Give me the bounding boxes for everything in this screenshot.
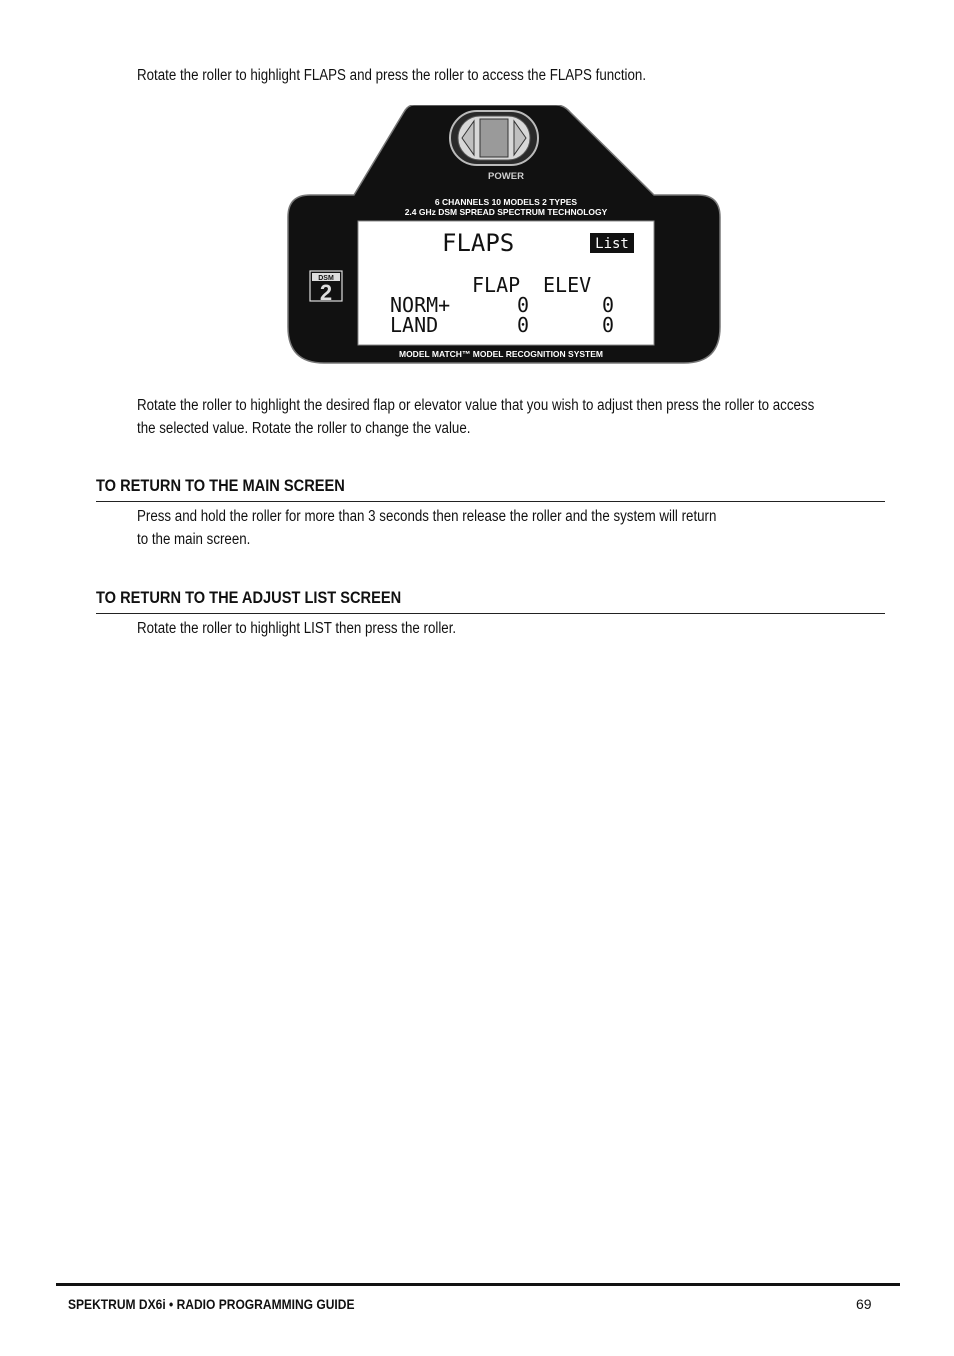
model-match-line: MODEL MATCH™ MODEL RECOGNITION SYSTEM xyxy=(398,349,604,359)
main-screen-line-2: to the main screen. xyxy=(137,531,251,548)
flap-value[interactable]: 0 xyxy=(517,293,530,317)
channels-line: 6 CHANNELS 10 MODELS 2 TYPES xyxy=(434,197,578,207)
tech-line: 2.4 GHz DSM SPREAD SPECTRUM TECHNOLOGY xyxy=(404,207,608,217)
screen-title: FLAPS xyxy=(442,229,515,257)
flap-value[interactable]: 0 xyxy=(517,313,530,337)
section-divider xyxy=(96,613,885,614)
adjust-list-line-1: Rotate the roller to highlight LIST then press the roller. xyxy=(137,620,457,637)
dsm-label: DSM xyxy=(318,275,334,282)
footer-title: SPEKTRUM DX6i • RADIO PROGRAMMING GUIDE xyxy=(68,1296,355,1312)
roller-icon[interactable] xyxy=(450,111,538,165)
elev-value[interactable]: 0 xyxy=(602,293,615,317)
col-flap-header: FLAP xyxy=(472,273,521,297)
power-label: POWER xyxy=(488,171,524,182)
list-button-label: List xyxy=(595,236,629,252)
instruction-line-2: the selected value. Rotate the roller to change the value. xyxy=(137,420,471,437)
row-label: NORM+ xyxy=(390,293,451,317)
section-heading-adjust-list: TO RETURN TO THE ADJUST LIST SCREEN xyxy=(96,588,402,607)
instruction-line-1: Rotate the roller to highlight the desired flap or elevator value that you wish to adjust then press the roller to access xyxy=(137,397,815,414)
dsm2-logo xyxy=(310,271,342,305)
col-elev-header: ELEV xyxy=(543,273,592,297)
row-label: LAND xyxy=(390,313,439,337)
intro-text: Rotate the roller to highlight FLAPS and press the roller to access the FLAPS function. xyxy=(137,67,647,84)
transmitter-diagram xyxy=(286,105,722,371)
dsm-number: 2 xyxy=(319,280,333,305)
page-number: 69 xyxy=(856,1296,872,1312)
section-heading-main-screen: TO RETURN TO THE MAIN SCREEN xyxy=(96,476,345,495)
footer-rule xyxy=(56,1283,900,1286)
main-screen-line-1: Press and hold the roller for more than 3 seconds then release the roller and the system will return xyxy=(137,508,717,525)
elev-value[interactable]: 0 xyxy=(602,313,615,337)
section-divider xyxy=(96,501,885,502)
